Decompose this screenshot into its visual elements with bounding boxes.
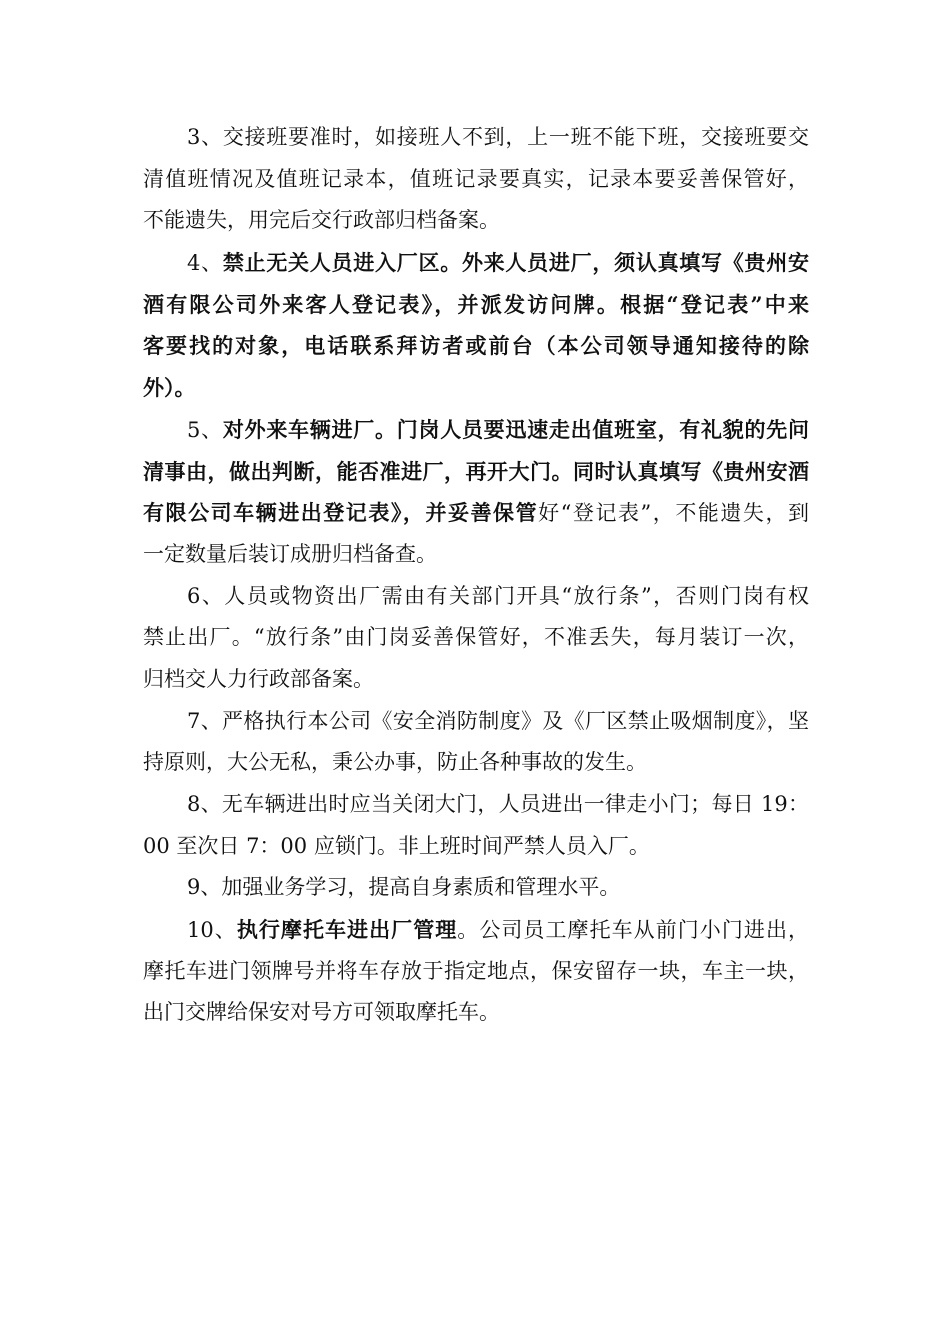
- text: 10、: [187, 918, 237, 943]
- text-line: [143, 659, 809, 701]
- paragraph-3: [143, 117, 809, 242]
- text-line: [143, 826, 809, 868]
- text: 6、人员或物资出厂需由有关部门开具“放行条”，否则门岗有权: [187, 583, 809, 608]
- text: 4、: [187, 251, 223, 276]
- text-line: [143, 284, 809, 326]
- text-line: [143, 742, 809, 784]
- text: 。公司员工摩托车从前门小门进出，: [457, 918, 809, 943]
- text-line: [143, 451, 809, 493]
- text-line: [143, 951, 809, 993]
- text: 不能遗失，用完后交行政部归档备案。: [143, 208, 500, 233]
- text: 5、: [187, 417, 223, 442]
- paragraph-9: [143, 867, 809, 909]
- text: 归档交人力行政部备案。: [143, 666, 374, 691]
- paragraph-4: [143, 242, 809, 409]
- document-body: [143, 117, 809, 1034]
- text-line: [143, 992, 809, 1034]
- bold-text: 禁止无关人员进入厂区。外来人员进厂，须认真填写《贵州安: [222, 250, 809, 276]
- bold-text: 外）。: [143, 375, 196, 401]
- paragraph-6: [143, 576, 809, 701]
- text-line: [143, 367, 809, 409]
- text: 00 至次日 7：00 应锁门。非上班时间严禁人员入厂。: [143, 833, 650, 858]
- text-line: [143, 409, 809, 451]
- text: 出门交牌给保安对号方可领取摩托车。: [143, 1000, 500, 1025]
- paragraph-8: [143, 784, 809, 867]
- bold-text: 客要找的对象，电话联系拜访者或前台（本公司领导通知接待的除: [143, 333, 809, 359]
- bold-text: 有限公司车辆进出登记表》，并妥善保管: [143, 500, 539, 526]
- text-line: [143, 200, 809, 242]
- text: 7、严格执行本公司《安全消防制度》及《厂区禁止吸烟制度》，坚: [187, 708, 809, 733]
- text: 持原则，大公无私，秉公办事，防止各种事故的发生。: [143, 750, 647, 775]
- text-line: [143, 617, 809, 659]
- text: 8、无车辆进出时应当关闭大门，人员进出一律走小门；每日 19：: [187, 792, 809, 816]
- bold-text: 对外来车辆进厂。门岗人员要迅速走出值班室，有礼貌的先问: [222, 416, 809, 442]
- text-line: [143, 242, 809, 284]
- text-line: [143, 867, 809, 909]
- bold-text: 清事由，做出判断，能否准进厂，再开大门。同时认真填写《贵州安酒: [143, 458, 809, 484]
- paragraph-7: [143, 701, 809, 784]
- bold-text: 执行摩托车进出厂管理: [236, 917, 458, 943]
- text-line: [143, 576, 809, 618]
- text-line: [143, 701, 809, 743]
- text-line: [143, 117, 809, 159]
- text-line: [143, 909, 809, 951]
- text: 9、加强业务学习，提高自身素质和管理水平。: [187, 875, 621, 900]
- text: 禁止出厂。“放行条”由门岗妥善保管好，不准丢失，每月装订一次，: [143, 625, 809, 650]
- paragraph-10: [143, 909, 809, 1034]
- text: 一定数量后装订成册归档备查。: [143, 541, 437, 566]
- text-line: [143, 325, 809, 367]
- bold-text: 酒有限公司外来客人登记表》，并派发访问牌。根据“登记表”中来: [143, 291, 809, 317]
- text: 清值班情况及值班记录本，值班记录要真实，记录本要妥善保管好，: [143, 166, 809, 191]
- text-line: [143, 784, 809, 826]
- text: 好“登记表”，不能遗失，到: [538, 501, 809, 526]
- text-line: [143, 159, 809, 201]
- text-line: [143, 492, 809, 534]
- text-line: [143, 534, 809, 576]
- text: 3、交接班要准时，如接班人不到，上一班不能下班，交接班要交: [187, 125, 809, 149]
- paragraph-5: [143, 409, 809, 576]
- text: 摩托车进门领牌号并将车存放于指定地点，保安留存一块，车主一块，: [143, 958, 809, 983]
